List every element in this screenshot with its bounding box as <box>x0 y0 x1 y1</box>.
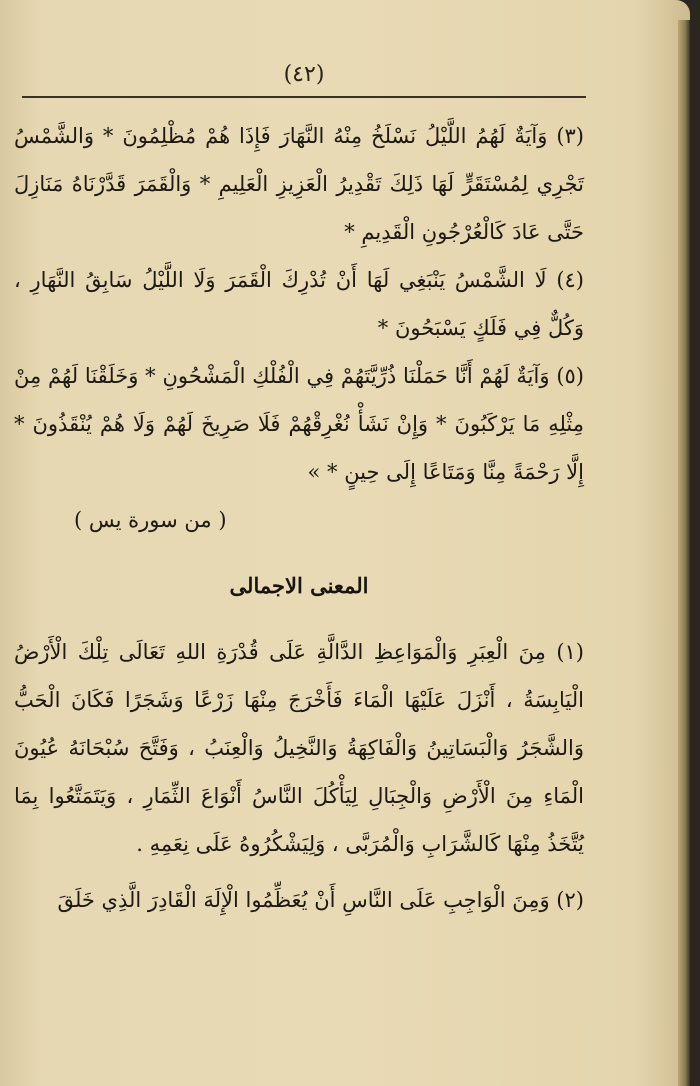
explanation-1: (١) مِنَ الْعِبَرِ وَالْمَوَاعِظِ الدَّالَّةِ عَلَى قُدْرَةِ اللهِ تَعَالَى تِلْكَ الْأَرْضُ الْيَابِسَةُ ، أَنْزَلَ عَلَيْهَا الْمَاءَ فَأَخْرَجَ مِنْهَا زَرْعًا وَشَجَرًا فَكَانَ الْحَبُّ وَالشَّجَرُ وَالْبَسَاتِينُ وَالْفَاكِهَةُ وَالنَّخِيلُ وَالْعِنَبُ ، وَفَتَّحَ سُبْحَانَهُ عُيُونَ الْمَاءِ مِنَ الْأَرْضِ وَالْجِبَالِ لِيَأْكُلَ النَّاسُ أَنْوَاعَ الثِّمَارِ ، وَيَتَمَتَّعُوا بِمَا يُتَّخَذُ مِنْهَا كَالشَّرَابِ وَالْمُرَبَّى ، وَلِيَشْكُرُوهُ عَلَى نِعَمِهِ . <box>14 640 584 856</box>
section-title: المعنى الاجمالى <box>229 573 369 598</box>
page-edge <box>678 20 690 1086</box>
surah-source: ( من سورة يس ) <box>74 508 227 532</box>
page-content <box>14 112 584 1052</box>
explanation-2: (٢) وَمِنَ الْوَاجِبِ عَلَى النَّاسِ أَنْ يُعَظِّمُوا الْإِلَهَ الْقَادِرَ الَّذِي خَلَقَ <box>57 888 584 912</box>
page-number: (٤٢) <box>283 62 325 87</box>
header-rule <box>22 96 586 98</box>
verse-4: (٤) لَا الشَّمْسُ يَنْبَغِي لَهَا أَنْ تُدْرِكَ الْقَمَرَ وَلَا اللَّيْلُ سَابِقُ النَّهَارِ ، وَكُلٌّ فِي فَلَكٍ يَسْبَحُونَ * <box>14 268 584 340</box>
verse-5: (٥) وَآيَةٌ لَهُمْ أَنَّا حَمَلْنَا ذُرِّيَّتَهُمْ فِي الْفُلْكِ الْمَشْحُونِ * وَخَلَقْنَا لَهُمْ مِنْ مِثْلِهِ مَا يَرْكَبُونَ * وَإِنْ نَشَأْ نُغْرِقْهُمْ فَلَا صَرِيخَ لَهُمْ وَلَا هُمْ يُنْقَذُونَ * إِلَّا رَحْمَةً مِنَّا وَمَتَاعًا إِلَى حِينٍ * » <box>14 364 584 484</box>
verse-3: (٣) وَآيَةٌ لَهُمُ اللَّيْلُ نَسْلَخُ مِنْهُ النَّهَارَ فَإِذَا هُمْ مُظْلِمُونَ * وَالشَّمْسُ تَجْرِي لِمُسْتَقَرٍّ لَهَا ذَلِكَ تَقْدِيرُ الْعَزِيزِ الْعَلِيمِ * وَالْقَمَرَ قَدَّرْنَاهُ مَنَازِلَ حَتَّى عَادَ كَالْعُرْجُونِ الْقَدِيمِ * <box>14 124 584 244</box>
verses-block <box>14 112 584 496</box>
page-header <box>22 62 586 104</box>
explanation-block <box>14 628 584 924</box>
